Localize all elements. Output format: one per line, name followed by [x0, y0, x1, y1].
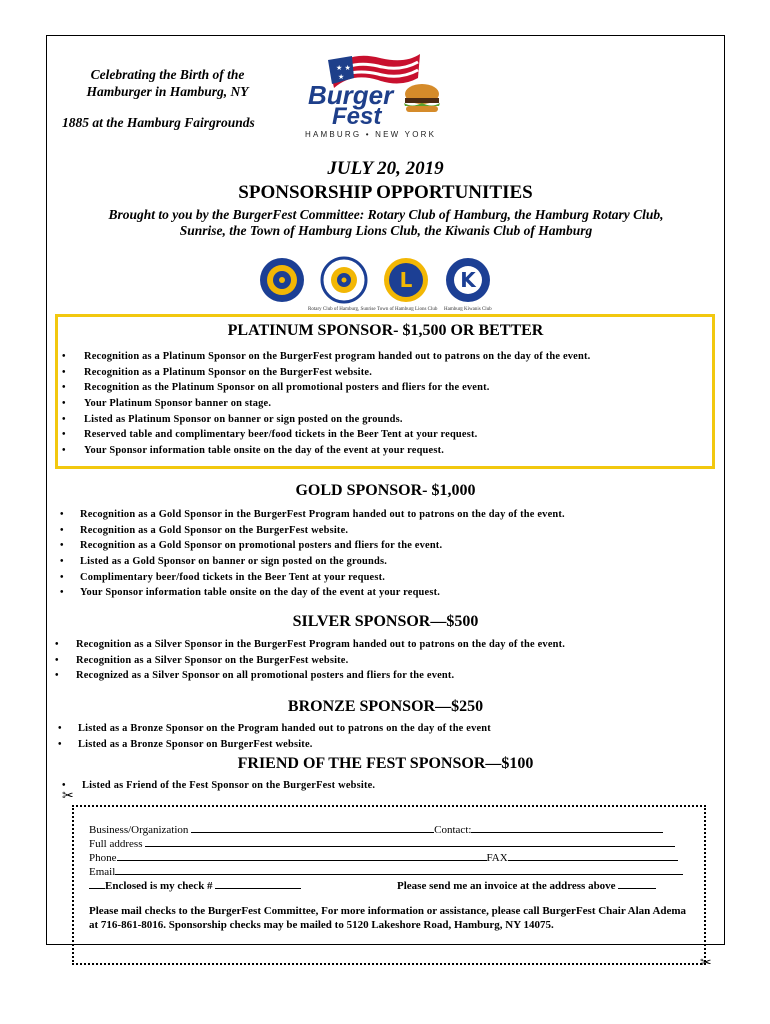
event-date: JULY 20, 2019: [327, 158, 444, 179]
list-item: • Listed as a Gold Sponsor on banner or sign posted on the grounds.: [80, 554, 565, 570]
phone-label: Phone: [89, 852, 117, 864]
svg-text:★ ★: ★ ★: [336, 64, 351, 72]
tagline-line1: Celebrating the Birth of the: [90, 67, 245, 82]
business-field[interactable]: [191, 822, 434, 833]
list-item: • Listed as Platinum Sponsor on banner or sign posted on the grounds.: [84, 412, 590, 428]
invoice-label: Please send me an invoice at the address above: [397, 880, 616, 892]
address-row: [89, 836, 675, 850]
scissors-icon: ✂: [700, 956, 712, 971]
subtitle-line2: Sunrise, the Town of Hamburg Lions Club, the Kiwanis Club of Hamburg: [179, 223, 593, 238]
list-item: • Recognition as a Gold Sponsor in the BurgerFest Program handed out to patrons on the day of the event.: [80, 507, 565, 523]
bronze-benefits-list: [78, 721, 491, 752]
contact-field[interactable]: [471, 822, 663, 833]
club-caption: Hamburg Kiwanis Club: [444, 307, 492, 312]
phone-row: [89, 850, 678, 864]
list-item: • Recognition as a Silver Sponsor on the BurgerFest website.: [76, 653, 565, 669]
tagline-line2: Hamburger in Hamburg, NY: [86, 84, 249, 99]
list-item: • Recognition as a Silver Sponsor in the BurgerFest Program handed out to patrons on the day of the event.: [76, 637, 565, 653]
business-row: [89, 822, 663, 836]
lions-club-emblem-icon: [382, 256, 430, 304]
list-item: • Recognition as a Gold Sponsor on the BurgerFest website.: [80, 523, 565, 539]
silver-heading: SILVER SPONSOR—$500: [292, 613, 479, 630]
address-label: Full address: [89, 838, 143, 850]
phone-field[interactable]: [117, 850, 487, 861]
check-label: Enclosed is my check #: [105, 880, 213, 892]
list-item: • Recognition as the Platinum Sponsor on all promotional posters and fliers for the event.: [84, 380, 590, 396]
list-item: • Complimentary beer/food tickets in the Beer Tent at your request.: [80, 570, 565, 586]
list-item: • Recognized as a Silver Sponsor on all promotional posters and fliers for the event.: [76, 668, 565, 684]
list-item: • Recognition as a Platinum Sponsor on the BurgerFest website.: [84, 365, 590, 381]
list-item: • Your Sponsor information table onsite on the day of the event at your request.: [80, 585, 565, 601]
address-field[interactable]: [145, 836, 675, 847]
platinum-heading: PLATINUM SPONSOR- $1,500 OR BETTER: [227, 322, 544, 339]
silver-benefits-list: [76, 637, 565, 684]
list-item: • Reserved table and complimentary beer/food tickets in the Beer Tent at your request.: [84, 427, 590, 443]
list-item: • Listed as a Bronze Sponsor on BurgerFest website.: [78, 737, 491, 753]
mail-instructions: Please mail checks to the BurgerFest Committee, For more information or assistance, please call BurgerFest Chair Alan Adema at 716-861-8016. Sponsorship checks may be mailed to 5120 Lakeshore Road, Hamburg, NY 14075.: [89, 905, 687, 931]
subtitle-line1: Brought to you by the BurgerFest Committee: Rotary Club of Hamburg, the Hamburg Rotary Club,: [108, 207, 664, 222]
invoice-checkbox[interactable]: [618, 878, 656, 889]
list-item: • Your Platinum Sponsor banner on stage.: [84, 396, 590, 412]
platinum-benefits-list: [84, 349, 590, 459]
email-label: Email: [89, 866, 116, 878]
email-field[interactable]: [115, 864, 683, 875]
bronze-heading: BRONZE SPONSOR—$250: [287, 698, 484, 715]
business-label: Business/Organization: [89, 824, 189, 836]
check-enclosed-checkbox[interactable]: [89, 878, 105, 889]
gold-heading: GOLD SPONSOR- $1,000: [295, 482, 476, 499]
svg-text:★: ★: [338, 73, 345, 81]
rotary-sunrise-emblem-icon: [320, 256, 368, 304]
invoice-row: [397, 878, 656, 892]
svg-text:K: K: [460, 268, 476, 292]
payment-row: [89, 878, 301, 892]
divider: [86, 944, 698, 945]
email-row: [89, 864, 683, 878]
event-subtitle: [66, 207, 706, 239]
list-item: • Recognition as a Platinum Sponsor on the BurgerFest program handed out to patrons on the day of the event.: [84, 349, 590, 365]
friend-benefits-list: [82, 778, 375, 794]
logo-word-fest: Fest: [332, 103, 382, 130]
club-caption: Town of Hamburg Lions Club: [377, 307, 438, 312]
list-item: • Listed as a Bronze Sponsor on the Program handed out to patrons on the day of the event: [78, 721, 491, 737]
gold-benefits-list: [80, 507, 565, 601]
contact-label: Contact:: [434, 824, 472, 836]
rotary-hamburg-emblem-icon: [258, 256, 306, 304]
page-title: SPONSORSHIP OPPORTUNITIES: [238, 182, 533, 203]
scissors-icon: ✂: [62, 789, 74, 804]
kiwanis-emblem-icon: [444, 256, 492, 304]
svg-text:L: L: [399, 268, 413, 292]
check-number-field[interactable]: [215, 878, 301, 889]
logo-subtitle: HAMBURG • NEW YORK: [305, 130, 437, 139]
tagline: [60, 66, 275, 100]
logo-word-burger: Burger: [308, 80, 394, 110]
fax-label: FAX: [486, 852, 508, 864]
list-item: • Your Sponsor information table onsite on the day of the event at your request.: [84, 443, 590, 459]
tagline-line3: 1885 at the Hamburg Fairgrounds: [62, 115, 255, 130]
list-item: • Recognition as a Gold Sponsor on promotional posters and fliers for the event.: [80, 538, 565, 554]
fax-field[interactable]: [508, 850, 678, 861]
list-item: • Listed as Friend of the Fest Sponsor on the BurgerFest website.: [82, 778, 375, 794]
club-caption: Rotary Club of Hamburg, Sunrise: [308, 307, 376, 312]
friend-heading: FRIEND OF THE FEST SPONSOR—$100: [237, 755, 534, 772]
